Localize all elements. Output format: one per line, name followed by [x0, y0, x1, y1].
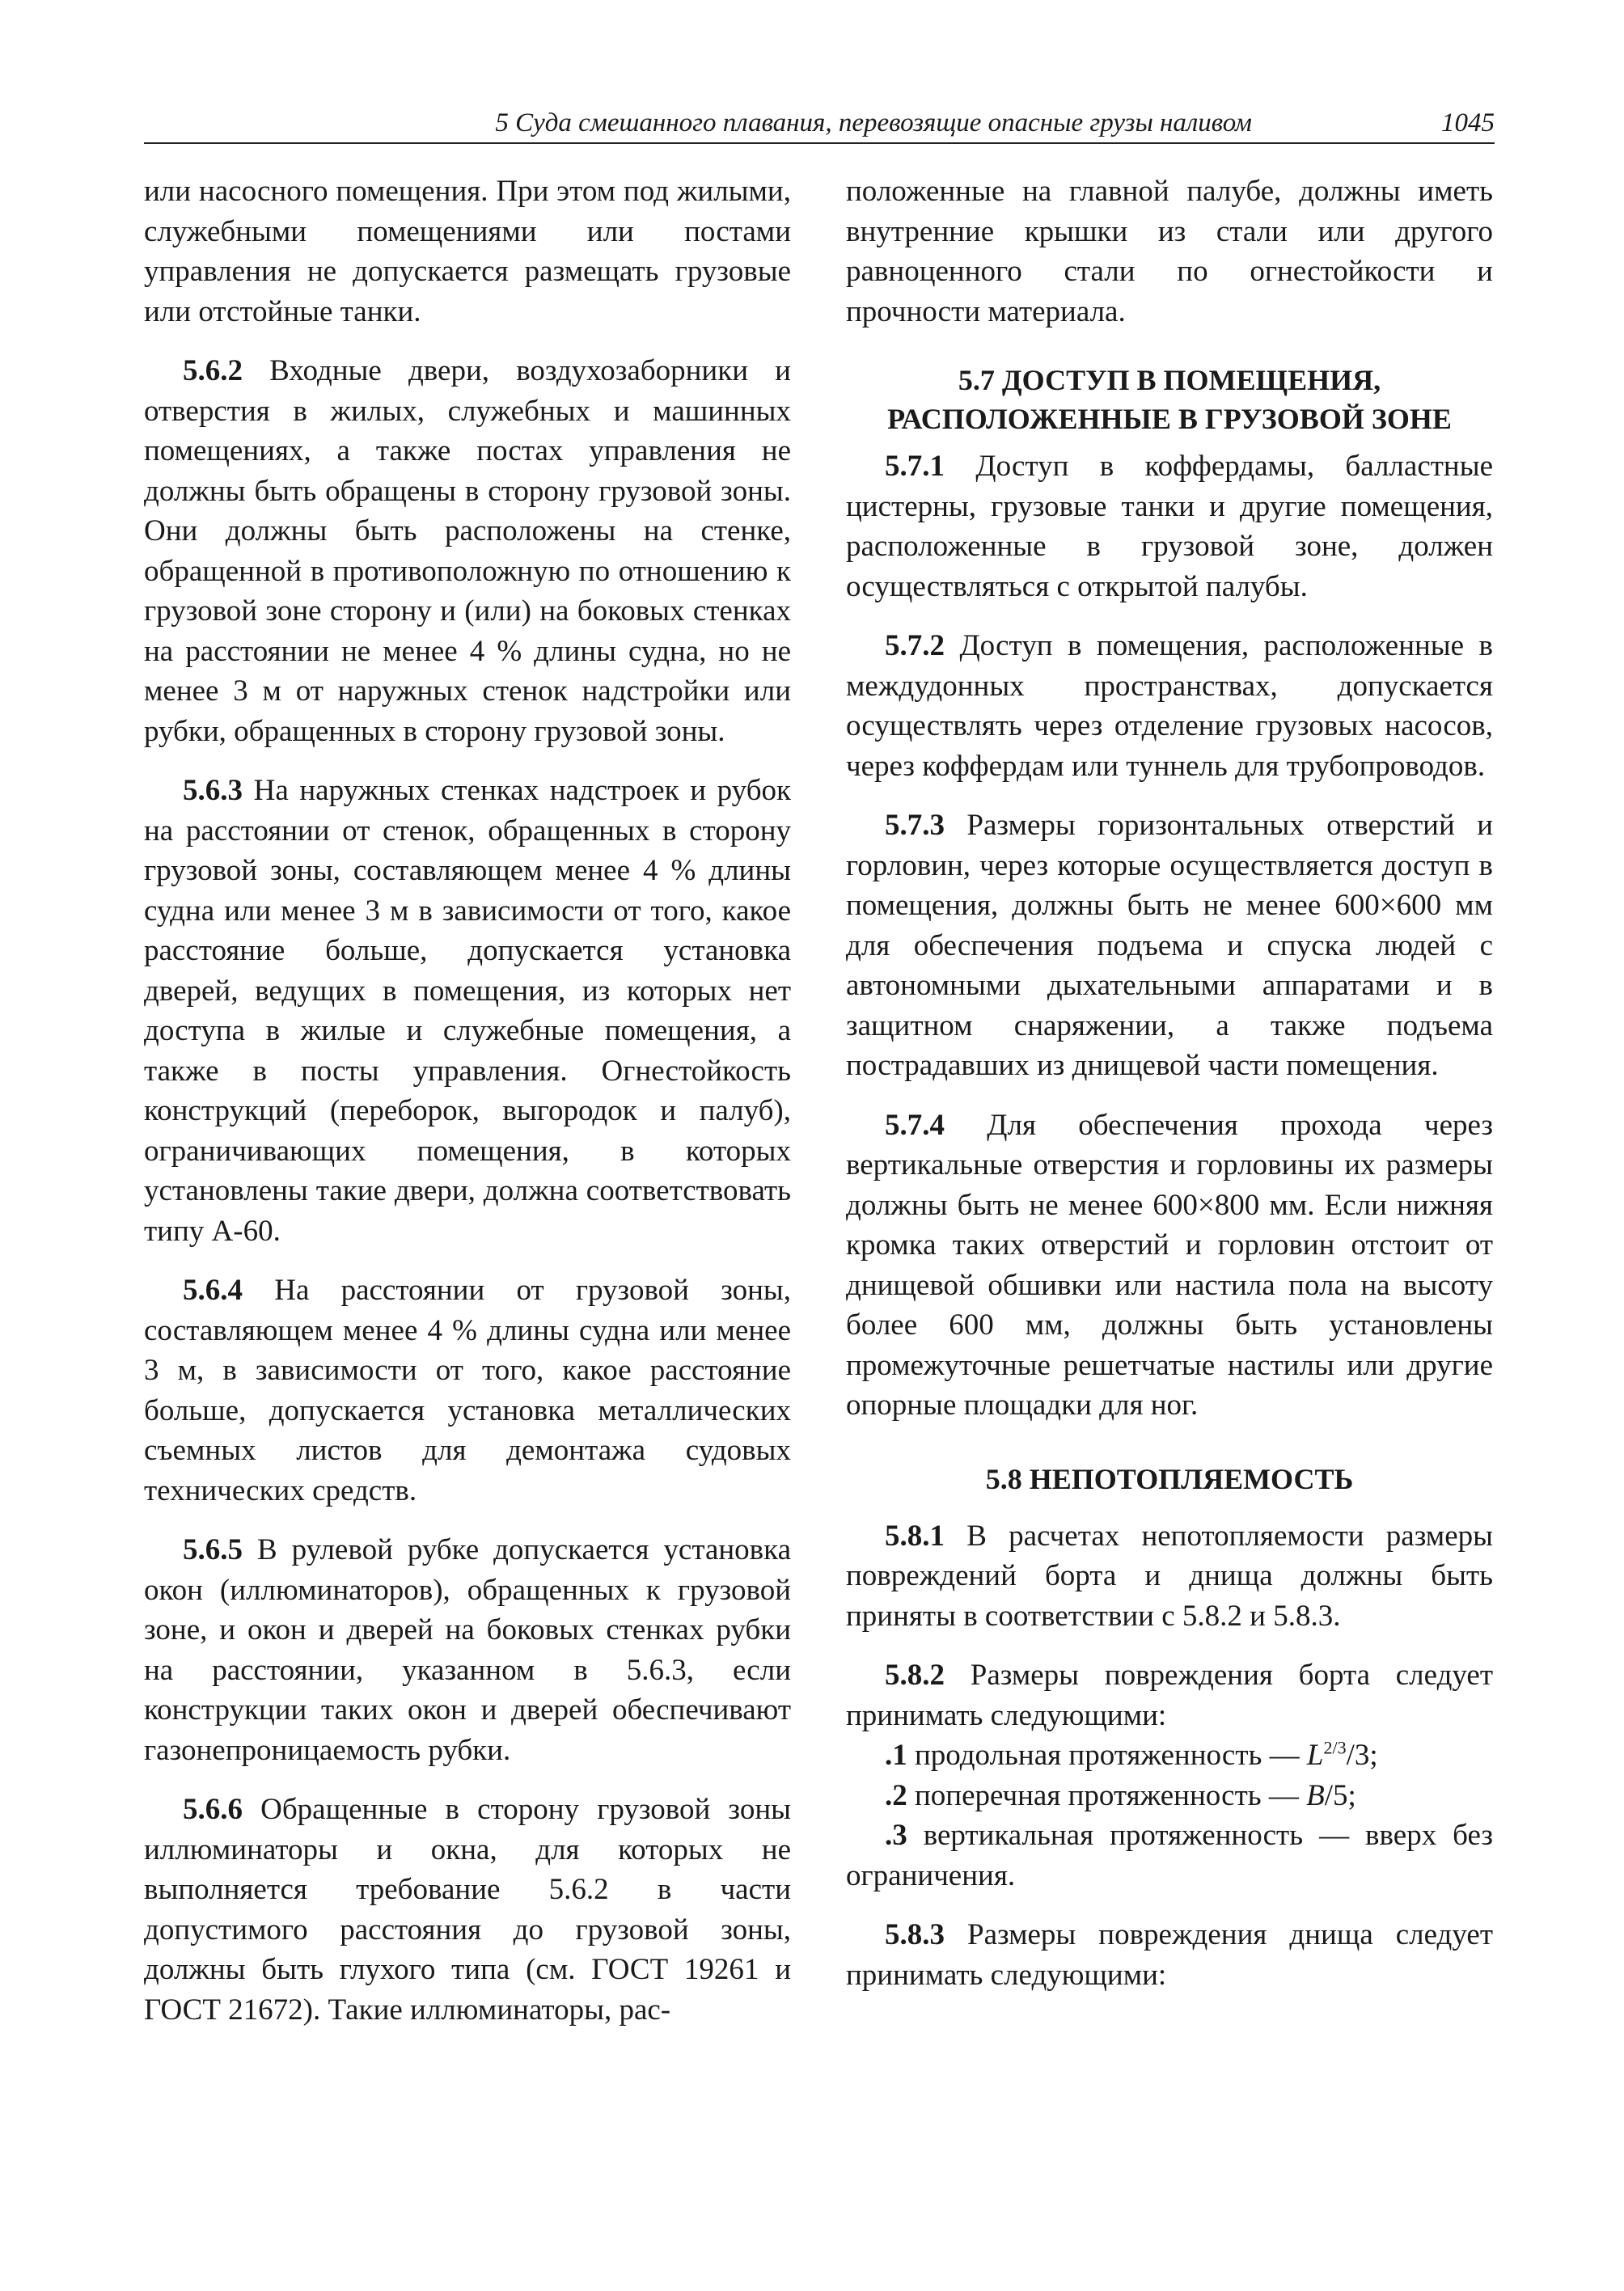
clause-number: 5.6.3 — [183, 774, 243, 807]
section-heading-5-7 — [846, 361, 1493, 438]
clause-number: 5.8.1 — [885, 1519, 945, 1553]
clause-text: Обращенные в сторону грузовой зоны иллюминаторы и окна, для которых не выполняется требование 5.6.2 в части допустимого расстояния до грузовой зоны, должны быть глухого типа (см. ГОСТ 19261 и ГОСТ 21672). Такие иллюминаторы, рас- — [144, 1793, 791, 2027]
paragraph-5-7-3 — [846, 805, 1493, 1086]
formula-variable: B — [1306, 1778, 1325, 1812]
paragraph-continuation: положенные на главной палубе, должны иметь внутренние крышки из стали или другого равноценного стали по огнестойкости и прочности материала. — [846, 175, 1493, 328]
paragraph-5-6-2 — [144, 351, 791, 751]
paragraph-5-6-4 — [144, 1270, 791, 1511]
clause-number: 5.6.5 — [183, 1533, 243, 1566]
clause-number: 5.8.3 — [885, 1918, 945, 1951]
clause-text: Размеры горизонтальных отверстий и горловин, через которые осуществляется доступ в помещения, должны быть не менее 600×600 мм для обеспечения подъема и спуска людей с автономными дыхательными аппаратами и в защитном снаряжении, а также подъема пострадавших из днищевой части помещения. — [846, 809, 1493, 1082]
list-item — [846, 1735, 1493, 1776]
damage-list — [846, 1735, 1493, 1896]
left-column — [144, 171, 791, 2049]
formula-exponent: 2/3 — [1323, 1737, 1347, 1758]
list-item — [846, 1776, 1493, 1816]
running-header-title: 5 Суда смешанного плавания, перевозящие опасные грузы наливом — [495, 108, 1252, 137]
clause-text: В расчетах непотопляемости размеры повреждений борта и днища должны быть приняты в соответствии с 5.8.2 и 5.8.3. — [846, 1519, 1493, 1633]
clause-number: 5.6.6 — [183, 1793, 243, 1826]
running-header — [144, 104, 1495, 144]
clause-text: Размеры повреждения днища следует принимать следующими: — [846, 1918, 1493, 1992]
clause-number: 5.6.2 — [183, 354, 243, 387]
clause-text: На наружных стенках надстроек и рубок на расстоянии от стенок, обращенных в сторону грузовой зоны, составляющем менее 4 % длины судна или менее 3 м в зависимости от того, какое расстояние больше, допускается установка дверей, ведущих в помещения, из которых нет доступа в жилые и служебные помещения, а также в посты управления. Огнестойкость конструкций (переборок, выгородок и палуб), ограничивающих помещения, в которых установлены такие двери, должна соответствовать типу А-60. — [144, 774, 791, 1248]
clause-text: Размеры повреждения борта следует принимать следующими: — [846, 1659, 1493, 1732]
formula-variable: L — [1306, 1739, 1324, 1772]
list-item-marker: .3 — [885, 1819, 907, 1852]
paragraph-5-6-3 — [144, 771, 791, 1251]
section-heading-line: РАСПОЛОЖЕННЫЕ В ГРУЗОВОЙ ЗОНЕ — [887, 403, 1452, 435]
list-item-text: поперечная протяженность — — [907, 1778, 1307, 1812]
clause-number: 5.7.1 — [885, 450, 945, 483]
paragraph-5-8-1 — [846, 1516, 1493, 1637]
page-number: 1045 — [1441, 108, 1495, 137]
paragraph-5-6-5 — [144, 1530, 791, 1770]
list-item-marker: .1 — [885, 1739, 907, 1772]
list-item-marker: .2 — [885, 1778, 907, 1812]
paragraph-5-8-2 — [846, 1655, 1493, 1735]
paragraph-5-7-1 — [846, 446, 1493, 607]
right-column — [846, 171, 1493, 2014]
paragraph-continuation: или насосного помещения. При этом под жилыми, служебными помещениями или постами управления не допускается размещать грузовые или отстойные танки. — [144, 175, 791, 328]
clause-text: Для обеспечения прохода через вертикальные отверстия и горловины их размеры должны быть не менее 600×800 мм. Если нижняя кромка таких отверстий и горловин отстоит от днищевой обшивки или настила пола на высоту более 600 мм, должны быть установлены промежуточные решетчатые настилы или другие опорные площадки для ног. — [846, 1108, 1493, 1422]
clause-text: В рулевой рубке допускается установка окон (иллюминаторов), обращенных к грузовой зоне, и окон и дверей на боковых стенках рубки на расстоянии, указанном в 5.6.3, если конструкции таких окон и дверей обеспечивают газонепроницаемость рубки. — [144, 1533, 791, 1767]
paragraph-5-7-4 — [846, 1105, 1493, 1426]
clause-text: Доступ в коффердамы, балластные цистерны, грузовые танки и другие помещения, расположенные в грузовой зоне, должен осуществляться с открытой палубы. — [846, 450, 1493, 603]
clause-number: 5.6.4 — [183, 1274, 243, 1307]
list-item-text: продольная протяженность — — [907, 1739, 1307, 1772]
section-heading-5-8: 5.8 НЕПОТОПЛЯЕМОСТЬ — [985, 1462, 1354, 1495]
section-heading-line: 5.7 ДОСТУП В ПОМЕЩЕНИЯ, — [958, 364, 1381, 396]
formula-tail: /5; — [1324, 1778, 1356, 1812]
paragraph-5-8-3 — [846, 1915, 1493, 1995]
list-item-text: вертикальная протяженность — вверх без ограничения. — [846, 1819, 1493, 1892]
clause-number: 5.8.2 — [885, 1659, 945, 1692]
clause-number: 5.7.2 — [885, 629, 945, 662]
paragraph-5-6-6 — [144, 1790, 791, 2030]
clause-text: Входные двери, воздухозаборники и отверстия в жилых, служебных и машинных помещениях, а также постах управления не должны быть обращены в сторону грузовой зоны. Они должны быть расположены на стенке, обращенной в противоположную по отношению к грузовой зоне сторону и (или) на боковых стенках на расстоянии не менее 4 % длины судна, но не менее 3 м от наружных стенок надстройки или рубки, обращенных в сторону грузовой зоны. — [144, 354, 791, 748]
paragraph-5-7-2 — [846, 626, 1493, 786]
clause-number: 5.7.3 — [885, 809, 945, 842]
clause-text: Доступ в помещения, расположенные в междудонных пространствах, допускается осуществлять через отделение грузовых насосов, через коффердам или туннель для трубопроводов. — [846, 629, 1493, 783]
list-item — [846, 1815, 1493, 1896]
clause-number: 5.7.4 — [885, 1108, 945, 1142]
formula-tail: /3; — [1346, 1739, 1378, 1772]
clause-text: На расстоянии от грузовой зоны, составляющем менее 4 % длины судна или менее 3 м, в зависимости от того, какое расстояние больше, допускается установка металлических съемных листов для демонтажа судовых технических средств. — [144, 1274, 791, 1507]
